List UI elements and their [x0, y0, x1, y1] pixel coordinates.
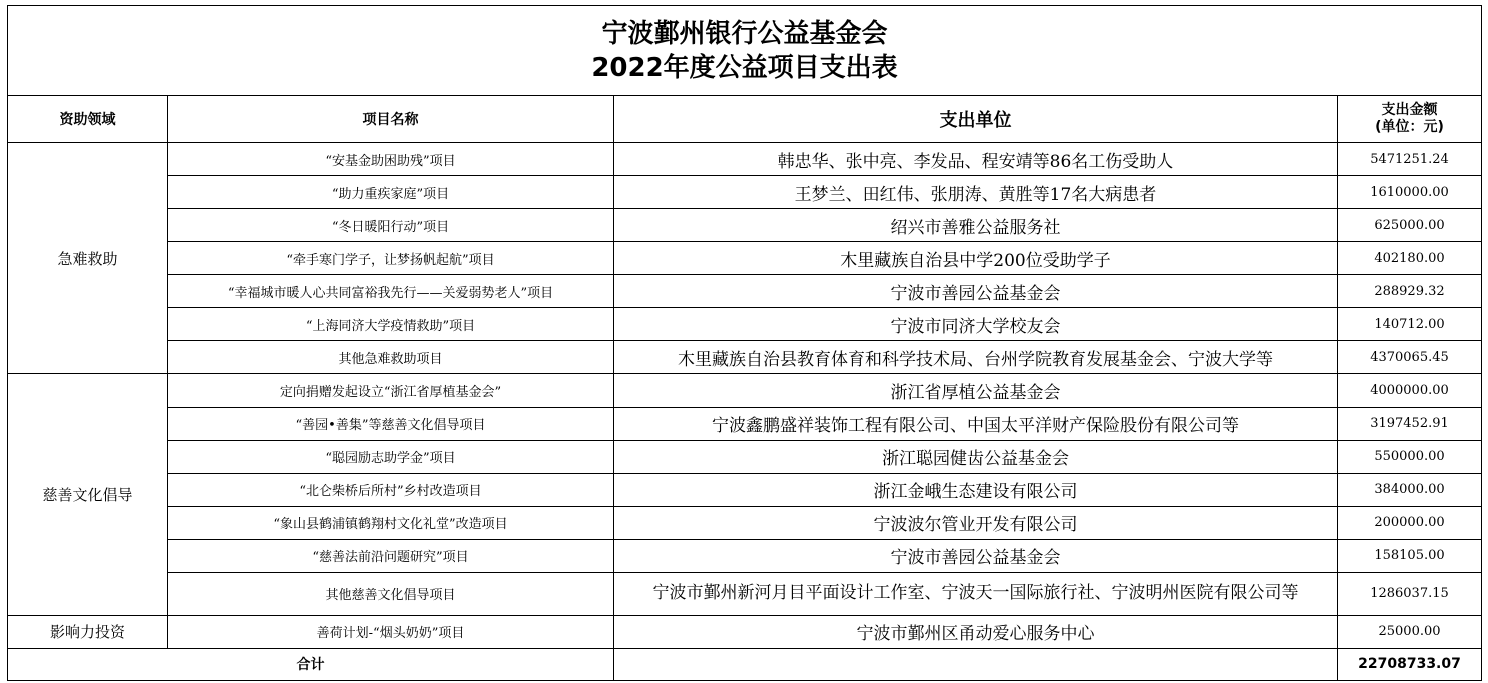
header-unit: 支出单位	[614, 96, 1338, 143]
header-amount-unit: (单位：元)	[1375, 119, 1444, 135]
unit-cell: 宁波市鄞州区甬动爱心服务中心	[614, 615, 1338, 648]
expenditure-table	[7, 5, 1482, 681]
unit-cell: 浙江省厚植公益基金会	[614, 374, 1338, 407]
unit-cell: 绍兴市善雅公益服务社	[614, 209, 1338, 242]
header-area: 资助领域	[8, 96, 168, 143]
amount-cell: 158105.00	[1338, 539, 1482, 572]
unit-cell: 宁波市同济大学校友会	[614, 308, 1338, 341]
header-row	[8, 96, 1482, 143]
amount-cell: 288929.32	[1338, 275, 1482, 308]
title-line-1: 宁波鄞州银行公益基金会	[601, 18, 888, 49]
table-row	[8, 308, 1482, 341]
header-amount	[1338, 96, 1482, 143]
unit-cell: 宁波波尔管业开发有限公司	[614, 506, 1338, 539]
table-row	[8, 539, 1482, 572]
table-row	[8, 407, 1482, 440]
table-row	[8, 209, 1482, 242]
project-cell: “上海同济大学疫情救助”项目	[168, 308, 614, 341]
unit-cell: 浙江金峨生态建设有限公司	[614, 473, 1338, 506]
total-row	[8, 648, 1482, 680]
table-row	[8, 506, 1482, 539]
amount-cell: 140712.00	[1338, 308, 1482, 341]
amount-cell: 550000.00	[1338, 440, 1482, 473]
table-row	[8, 242, 1482, 275]
table-title	[8, 6, 1482, 96]
table-row	[8, 176, 1482, 209]
area-cell: 影响力投资	[8, 615, 168, 648]
project-cell: “北仑柴桥后所村”乡村改造项目	[168, 473, 614, 506]
table-row	[8, 440, 1482, 473]
amount-cell: 200000.00	[1338, 506, 1482, 539]
total-label: 合计	[8, 648, 614, 680]
area-cell: 急难救助	[8, 143, 168, 374]
project-cell: 定向捐赠发起设立“浙江省厚植基金会”	[168, 374, 614, 407]
title-line-2: 2022年度公益项目支出表	[591, 52, 898, 83]
unit-cell: 木里藏族自治县中学200位受助学子	[614, 242, 1338, 275]
total-empty-cell	[614, 648, 1338, 680]
amount-cell: 4000000.00	[1338, 374, 1482, 407]
header-amount-label: 支出金额	[1381, 102, 1438, 118]
unit-cell: 宁波市善园公益基金会	[614, 539, 1338, 572]
amount-cell: 384000.00	[1338, 473, 1482, 506]
unit-cell: 宁波市善园公益基金会	[614, 275, 1338, 308]
project-cell: “聪园励志助学金”项目	[168, 440, 614, 473]
project-cell: “幸福城市暖人心共同富裕我先行——关爱弱势老人”项目	[168, 275, 614, 308]
unit-cell: 王梦兰、田红伟、张朋涛、黄胜等17名大病患者	[614, 176, 1338, 209]
project-cell: “安基金助困助残”项目	[168, 143, 614, 176]
project-cell: 善荷计划-“烟头奶奶”项目	[168, 615, 614, 648]
amount-cell: 4370065.45	[1338, 341, 1482, 374]
project-cell: 其他急难救助项目	[168, 341, 614, 374]
unit-cell: 木里藏族自治县教育体育和科学技术局、台州学院教育发展基金会、宁波大学等	[614, 341, 1338, 374]
amount-cell: 25000.00	[1338, 615, 1482, 648]
table-row	[8, 275, 1482, 308]
amount-cell: 1610000.00	[1338, 176, 1482, 209]
unit-cell: 韩忠华、张中亮、李发品、程安靖等86名工伤受助人	[614, 143, 1338, 176]
unit-cell: 宁波市鄞州新河月目平面设计工作室、宁波天一国际旅行社、宁波明州医院有限公司等	[614, 572, 1338, 615]
amount-cell: 402180.00	[1338, 242, 1482, 275]
project-cell: “慈善法前沿问题研究”项目	[168, 539, 614, 572]
project-cell: “善园•善集”等慈善文化倡导项目	[168, 407, 614, 440]
table-row	[8, 143, 1482, 176]
project-cell: “象山县鹤浦镇鹤翔村文化礼堂”改造项目	[168, 506, 614, 539]
table-row	[8, 615, 1482, 648]
amount-cell: 625000.00	[1338, 209, 1482, 242]
table-row	[8, 572, 1482, 615]
unit-cell: 浙江聪园健齿公益基金会	[614, 440, 1338, 473]
area-cell: 慈善文化倡导	[8, 374, 168, 615]
project-cell: “助力重疾家庭”项目	[168, 176, 614, 209]
project-cell: “牵手寒门学子，让梦扬帆起航”项目	[168, 242, 614, 275]
amount-cell: 5471251.24	[1338, 143, 1482, 176]
unit-cell: 宁波鑫鹏盛祥装饰工程有限公司、中国太平洋财产保险股份有限公司等	[614, 407, 1338, 440]
project-cell: 其他慈善文化倡导项目	[168, 572, 614, 615]
total-amount: 22708733.07	[1338, 648, 1482, 680]
table-row	[8, 473, 1482, 506]
table-row	[8, 374, 1482, 407]
amount-cell: 3197452.91	[1338, 407, 1482, 440]
project-cell: “冬日暖阳行动”项目	[168, 209, 614, 242]
amount-cell: 1286037.15	[1338, 572, 1482, 615]
header-project: 项目名称	[168, 96, 614, 143]
table-row	[8, 341, 1482, 374]
